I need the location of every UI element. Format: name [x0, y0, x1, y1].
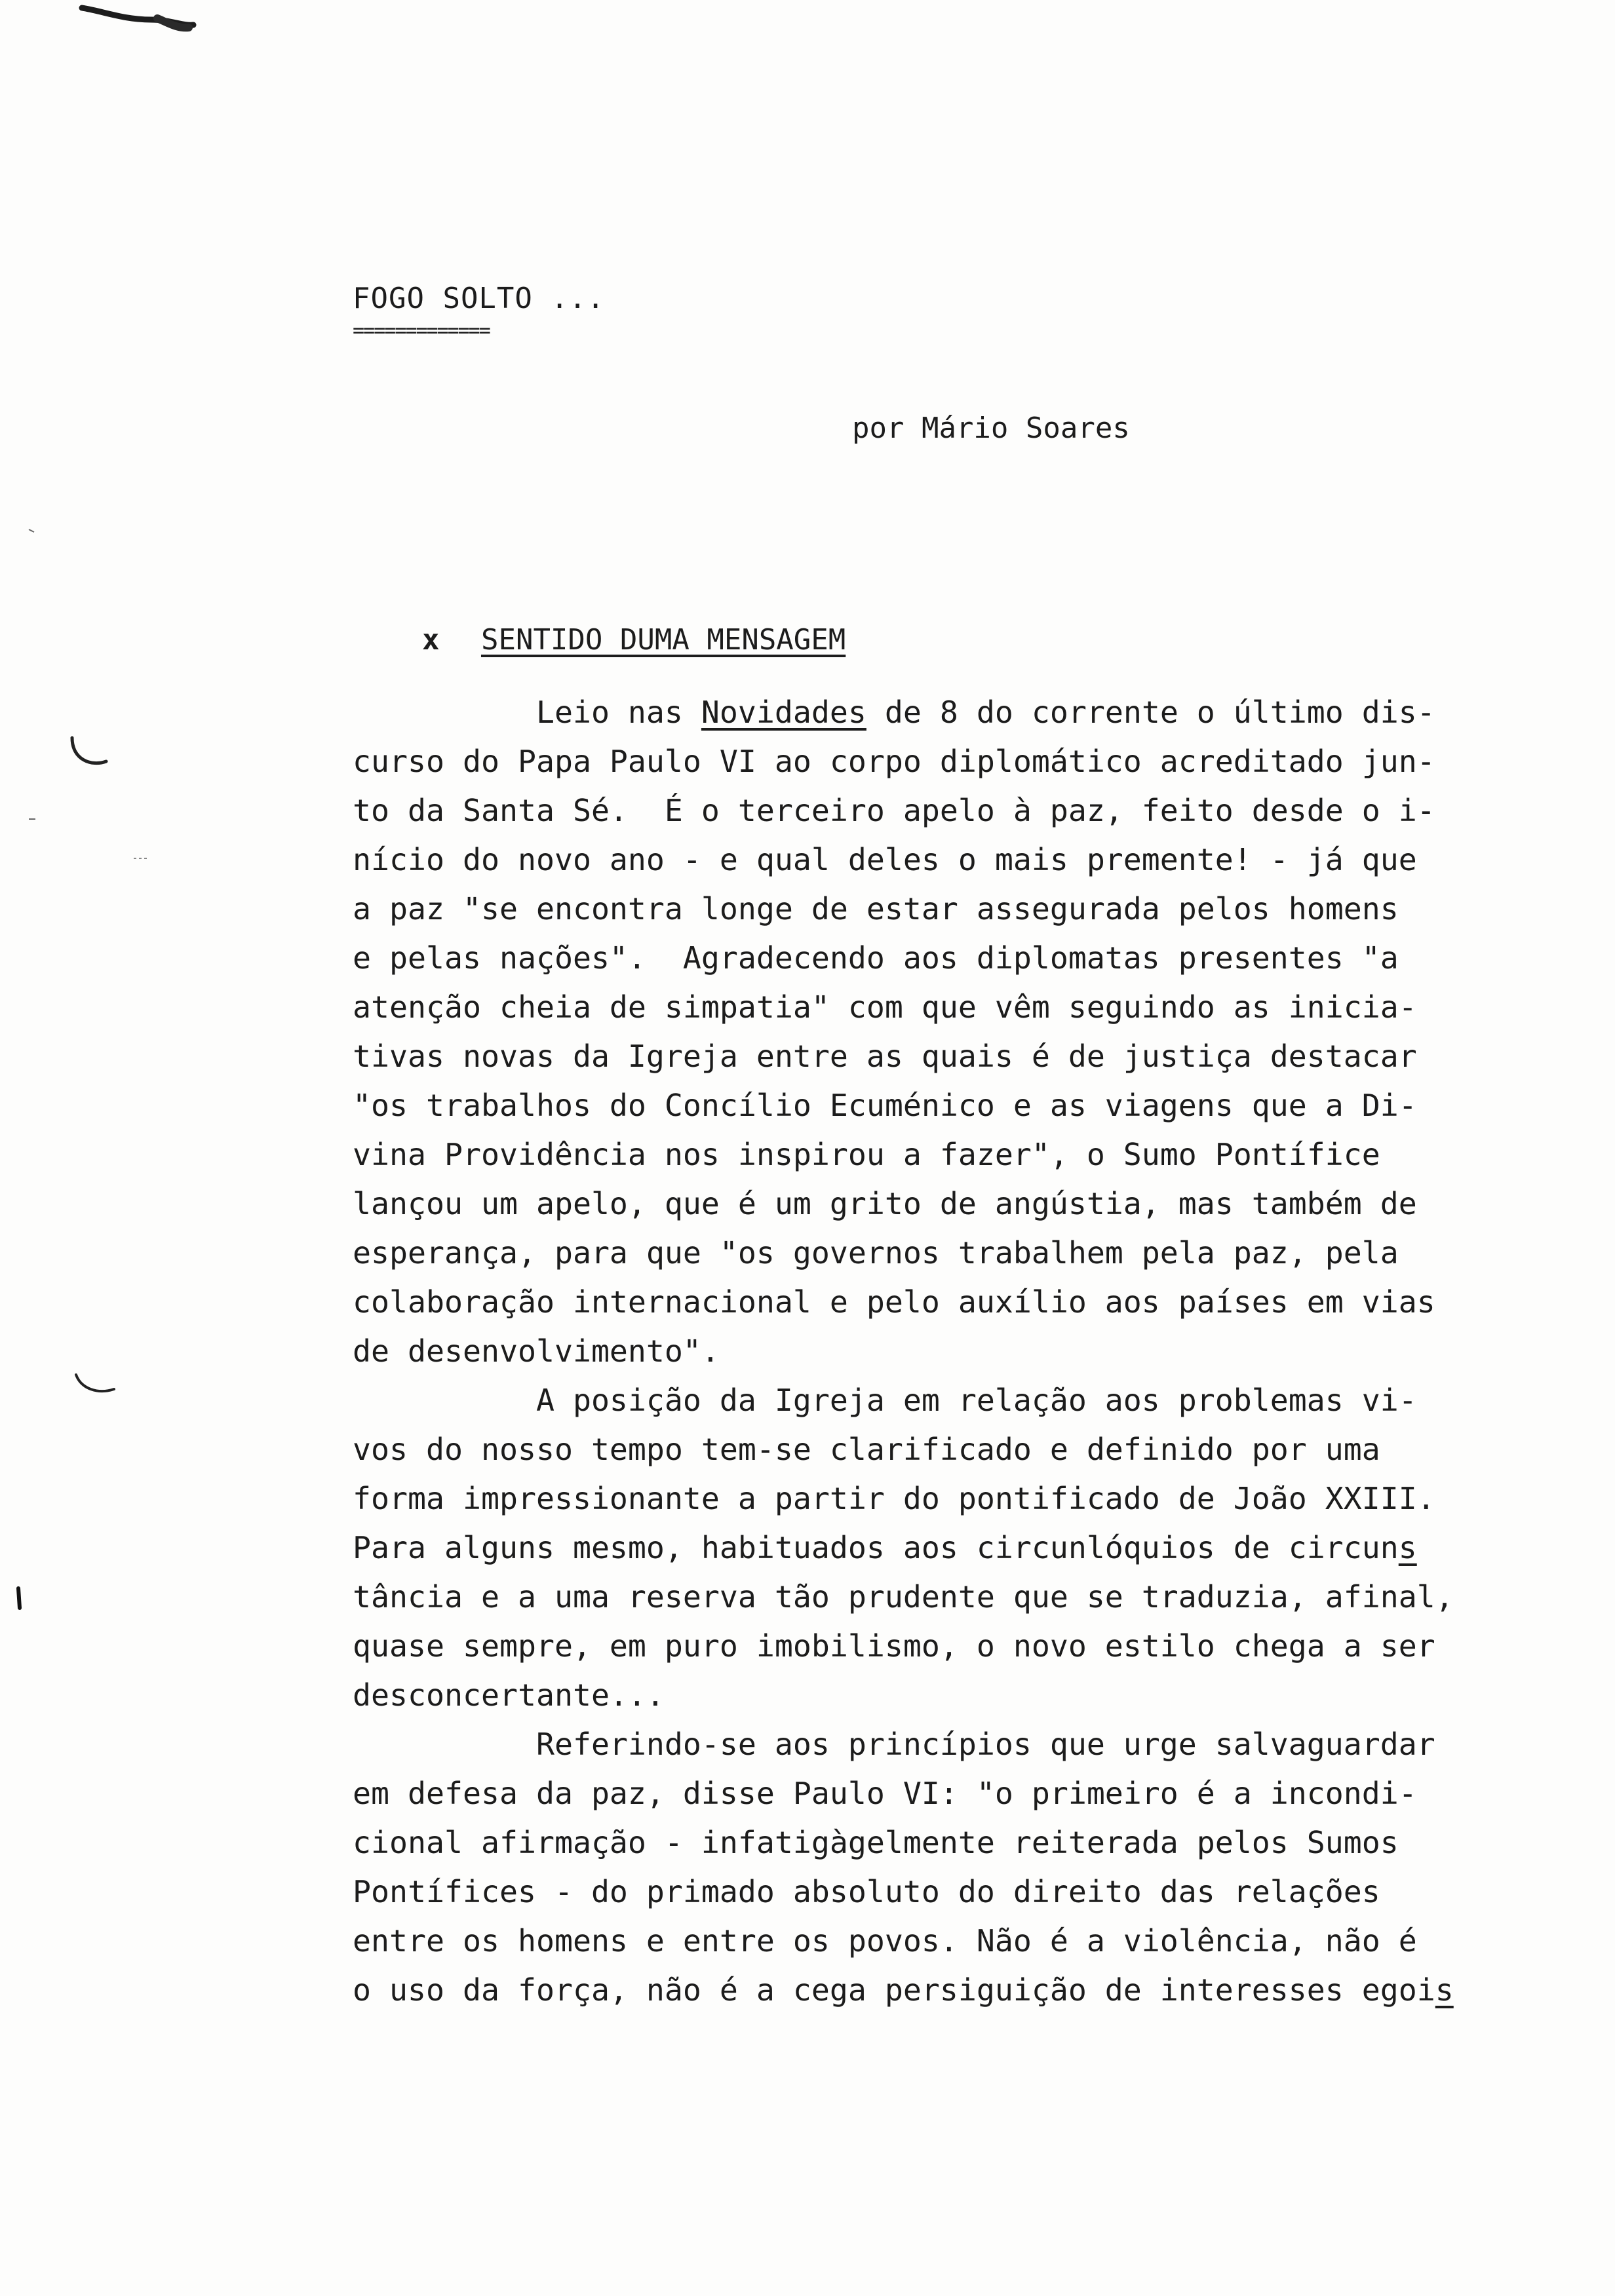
- text-line-segment: e pelas nações". Agradecendo aos diplomatas presentes "a: [353, 940, 1399, 976]
- title-underline-rule: =============: [353, 319, 490, 342]
- text-line-segment: vos do nosso tempo tem-se clarificado e definido por uma: [353, 1432, 1380, 1467]
- text-line-segment: tivas novas da Igreja entre as quais é de justiça destacar: [353, 1039, 1417, 1074]
- text-line-segment: de desenvolvimento".: [353, 1333, 720, 1369]
- text-line-segment: de 8 do corrente o último dis-: [866, 695, 1435, 730]
- margin-arc-mark: [72, 1369, 125, 1402]
- text-line-segment: entre os homens e entre os povos. Não é a violência, não é: [353, 1923, 1417, 1959]
- text-line-segment: Para alguns mesmo, habituados aos circunlóquios de circun: [353, 1530, 1399, 1565]
- underlined-text: s: [1435, 1972, 1454, 2008]
- text-line: [353, 1179, 1559, 1229]
- text-line-segment: a paz "se encontra longe de estar assegurada pelos homens: [353, 891, 1399, 927]
- text-line-segment: lançou um apelo, que é um grito de angústia, mas também de: [353, 1186, 1417, 1221]
- text-line: [353, 1376, 1559, 1425]
- text-line-segment: A posição da Igreja em relação aos problemas vi-: [353, 1383, 1417, 1418]
- text-line: [353, 737, 1559, 786]
- text-line-segment: quase sempre, em puro imobilismo, o novo estilo chega a ser: [353, 1628, 1435, 1664]
- text-line-segment: colaboração internacional e pelo auxílio aos países em vias: [353, 1284, 1435, 1320]
- text-line-segment: nício do novo ano - e qual deles o mais premente! - já que: [353, 842, 1417, 877]
- text-line: [353, 1966, 1559, 2015]
- section-heading: [353, 590, 846, 690]
- margin-dot-mark: [26, 813, 39, 826]
- text-line: [353, 1278, 1559, 1327]
- text-line: [353, 1867, 1559, 1917]
- text-line-segment: Pontífices - do primado absoluto do direito das relações: [353, 1874, 1380, 1909]
- text-line-segment: vina Providência nos inspirou a fazer", o Sumo Pontífice: [353, 1137, 1380, 1172]
- text-line-segment: Leio nas: [353, 695, 701, 730]
- text-line: [353, 1474, 1559, 1523]
- text-line-segment: to da Santa Sé. É o terceiro apelo à paz, feito desde o i-: [353, 793, 1435, 828]
- author-byline: por Mário Soares: [852, 411, 1130, 445]
- text-line: [353, 1081, 1559, 1130]
- text-line: [353, 1720, 1559, 1769]
- margin-arc-mark: [66, 734, 118, 773]
- text-line: [353, 1622, 1559, 1671]
- text-line: [353, 1769, 1559, 1818]
- text-line-segment: o uso da força, não é a cega persiguição de interesses egoi: [353, 1972, 1435, 2008]
- section-heading-text: SENTIDO DUMA MENSAGEM: [480, 623, 846, 657]
- text-line-segment: curso do Papa Paulo VI ao corpo diplomático acreditado jun-: [353, 744, 1435, 779]
- text-line: [353, 1573, 1559, 1622]
- margin-dot-mark: [26, 524, 39, 537]
- document-title: FOGO SOLTO ...: [353, 282, 605, 315]
- section-bullet: x: [421, 623, 440, 657]
- text-line: [353, 1523, 1559, 1573]
- text-line: [353, 1032, 1559, 1081]
- text-line: [353, 1327, 1559, 1376]
- text-line: [353, 1818, 1559, 1867]
- text-line-segment: forma impressionante a partir do pontificado de João XXIII.: [353, 1481, 1435, 1516]
- underlined-text: s: [1398, 1530, 1417, 1565]
- text-line: [353, 885, 1559, 934]
- text-line-segment: desconcertante...: [353, 1677, 665, 1713]
- ink-smudge-mark: [79, 0, 197, 39]
- margin-dot-mark: [131, 852, 151, 865]
- text-line: [353, 983, 1559, 1032]
- text-line: [353, 1917, 1559, 1966]
- text-line: [353, 1425, 1559, 1474]
- text-line-segment: esperança, para que "os governos trabalhem pela paz, pela: [353, 1235, 1399, 1271]
- text-line: [353, 688, 1559, 737]
- text-line-segment: "os trabalhos do Concílio Ecuménico e as viagens que a Di-: [353, 1088, 1417, 1123]
- text-line-segment: Referindo-se aos princípios que urge salvaguardar: [353, 1727, 1435, 1762]
- body-text: [353, 688, 1559, 2015]
- text-line: [353, 934, 1559, 983]
- underlined-text: Novidades: [701, 695, 866, 730]
- text-line: [353, 1229, 1559, 1278]
- text-line: [353, 786, 1559, 835]
- margin-tick-mark: [12, 1586, 25, 1612]
- text-line: [353, 1671, 1559, 1720]
- text-line: [353, 835, 1559, 885]
- text-line: [353, 1130, 1559, 1179]
- text-line-segment: tância e a uma reserva tão prudente que se traduzia, afinal,: [353, 1579, 1454, 1615]
- text-line-segment: em defesa da paz, disse Paulo VI: "o primeiro é a incondi-: [353, 1776, 1417, 1811]
- text-line-segment: atenção cheia de simpatia" com que vêm seguindo as inicia-: [353, 989, 1417, 1025]
- text-line-segment: cional afirmação - infatigàgelmente reiterada pelos Sumos: [353, 1825, 1399, 1860]
